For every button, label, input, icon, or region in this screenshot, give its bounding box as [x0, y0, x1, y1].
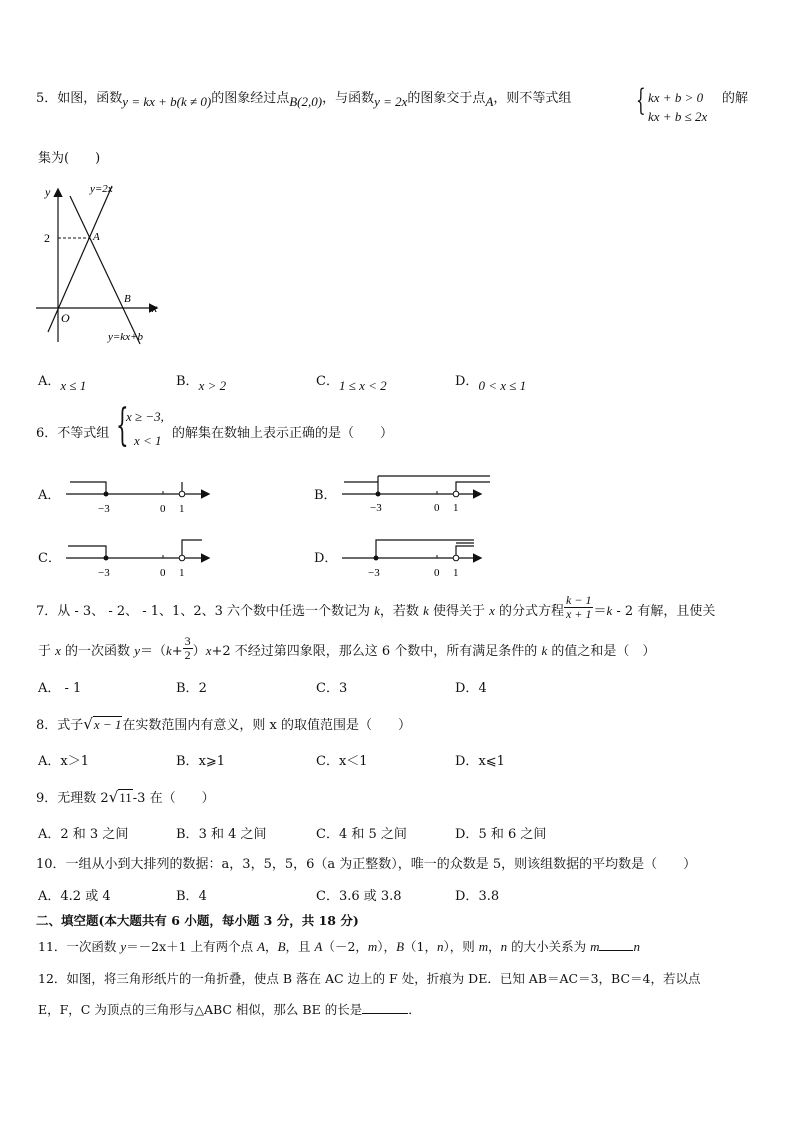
q8-option-c[interactable]	[316, 750, 368, 769]
q7-option-d[interactable]	[455, 677, 487, 696]
var-k: k	[374, 603, 380, 618]
option-letter: C．	[316, 681, 339, 696]
option-letter: D．	[455, 681, 479, 696]
option-letter: B．	[176, 374, 199, 389]
q7-option-c[interactable]	[316, 677, 347, 696]
var-k: k	[423, 603, 429, 618]
var-k: k	[606, 603, 613, 618]
q6-option-c-numberline[interactable]	[62, 536, 212, 578]
q5-option-a[interactable]	[38, 370, 87, 393]
option-text: - 1	[60, 681, 82, 696]
q11-text: 上有两个点	[186, 939, 258, 954]
q6-prefix: 6．不等式组	[36, 426, 110, 441]
option-text: 5 和 6 之间	[478, 827, 547, 842]
q10-option-a[interactable]	[38, 885, 111, 904]
q11-eq: ＝－2x＋1	[126, 939, 187, 954]
x-axis-label: x	[152, 301, 158, 315]
option-letter: A．	[38, 827, 61, 842]
tick-0: 0	[160, 503, 166, 515]
option-text: 2	[198, 681, 207, 696]
q7-text: 的值之和是（ ）	[547, 644, 656, 659]
var-y: y	[134, 643, 140, 658]
q5-number: 5．	[36, 91, 58, 106]
q11-line	[38, 937, 640, 955]
q6-option-a-numberline[interactable]	[62, 476, 212, 516]
q7-text: +2 不经过第四象限，那么这 6 个数中，所有满足条件的	[211, 644, 542, 659]
q10-option-d[interactable]	[455, 885, 499, 904]
option-letter: C．	[316, 374, 339, 389]
q6-option-d-numberline[interactable]	[338, 536, 498, 578]
option-text: 0 < x ≤ 1	[478, 378, 527, 393]
var-n: n	[633, 939, 640, 954]
option-letter: B．	[176, 827, 199, 842]
q11-text: ，且	[285, 939, 315, 954]
var-n: n	[500, 939, 508, 954]
q6-system-brace: {	[116, 400, 129, 451]
fraction-numerator: 3	[184, 634, 191, 648]
q7-text: ＝	[593, 604, 607, 619]
tick-0: 0	[434, 567, 440, 578]
q6-option-b-letter[interactable]: B．	[314, 488, 337, 503]
option-text: x＜1	[338, 754, 368, 769]
q8-text: 8．式子	[36, 718, 84, 733]
line-y-2x-label: y=2x	[90, 183, 113, 195]
var-y: y	[120, 939, 127, 954]
radicand: 11	[119, 790, 132, 805]
option-letter: A．	[38, 889, 61, 904]
q12-answer-blank[interactable]	[362, 1001, 408, 1014]
q8-option-b[interactable]	[176, 750, 225, 769]
q6-option-a-letter[interactable]: A．	[38, 488, 61, 503]
q8-line	[36, 714, 411, 733]
option-text: x > 2	[198, 378, 227, 393]
q9-option-a[interactable]	[38, 823, 128, 842]
option-text: x⩾1	[198, 754, 226, 769]
q7-text: +	[171, 644, 183, 659]
option-text: x ≤ 1	[60, 378, 87, 393]
radicand: x − 1	[93, 717, 122, 732]
var-x: x	[55, 643, 61, 658]
q5-option-b[interactable]	[176, 370, 227, 393]
q7-text: 使得关于	[428, 604, 490, 619]
point-a-label: A	[93, 231, 100, 243]
q7-line1	[36, 593, 716, 621]
q5-text: 的图象经过点	[211, 91, 290, 106]
var-k: k	[165, 643, 172, 658]
line-kx-b	[70, 196, 140, 344]
q11-text: ），则	[443, 939, 479, 954]
option-text: 2 和 3 之间	[60, 827, 129, 842]
q7-text: 于	[38, 644, 56, 659]
q9-line	[36, 787, 215, 806]
option-text: 4.2 或 4	[60, 889, 111, 904]
point-b-label: B	[124, 293, 131, 305]
q8-text: 在实数范围内有意义，则 x 的取值范围是（ ）	[122, 718, 411, 733]
q5-text: 如图，函数	[57, 91, 123, 106]
q5-text: ，则不等式组	[493, 91, 572, 106]
q6-system-line2: x < 1	[134, 433, 162, 448]
var-a: A	[314, 939, 323, 954]
option-letter: C．	[316, 889, 339, 904]
q11-text: （－2，	[322, 939, 368, 954]
option-text: 4	[478, 681, 487, 696]
option-text: 3	[338, 681, 348, 696]
q8-option-d[interactable]	[455, 750, 505, 769]
q10-option-c[interactable]	[316, 885, 402, 904]
q5-option-c[interactable]	[316, 370, 387, 393]
q7-text: 7．从 - 3、 - 2、 - 1、1、2、3 六个数中任选一个数记为	[36, 604, 375, 619]
var-b: B	[277, 939, 286, 954]
var-n: n	[436, 939, 444, 954]
q7-option-b[interactable]	[176, 677, 207, 696]
tick-minus3: −3	[370, 502, 382, 512]
q6-option-c-letter[interactable]: C．	[38, 551, 61, 566]
q11-text: ，	[488, 939, 501, 954]
option-letter: A．	[38, 681, 61, 696]
q11-text: 的大小关系为	[507, 939, 591, 954]
line-kx-b-label: y=kx+b	[108, 331, 143, 343]
q7-option-a[interactable]	[38, 677, 81, 696]
option-letter: D．	[455, 827, 479, 842]
option-text: x⩽1	[478, 754, 505, 769]
q5-eq1: y = kx + b(k ≠ 0)	[122, 94, 212, 109]
var-a: A	[257, 939, 266, 954]
q5-point-b: B(2,0)	[289, 94, 323, 109]
var-x: x	[489, 603, 495, 618]
q8-option-a[interactable]	[38, 750, 89, 769]
q5-eq2: y = 2x	[374, 94, 408, 109]
q5-system-brace: {	[636, 83, 646, 118]
tick-0: 0	[160, 567, 166, 578]
q5-line2: 集为( )	[38, 151, 101, 166]
var-k: k	[541, 643, 548, 658]
tick-0: 0	[434, 502, 440, 512]
option-letter: D．	[455, 889, 479, 904]
q6-system-line1: x ≥ −3,	[126, 409, 164, 424]
option-text: x＞1	[60, 754, 89, 769]
q5-graph	[28, 180, 168, 350]
option-letter: D．	[455, 754, 479, 769]
tick-1: 1	[453, 502, 459, 512]
fraction-numerator: k − 1	[566, 593, 592, 607]
q5-text: ，与函数	[322, 91, 375, 106]
option-letter: B．	[176, 754, 199, 769]
option-text: 4	[198, 889, 207, 904]
var-m: m	[590, 939, 600, 954]
option-letter: B．	[176, 889, 199, 904]
tick-minus3: −3	[98, 567, 110, 578]
option-letter: C．	[316, 827, 339, 842]
q6-option-b-numberline[interactable]	[338, 472, 498, 512]
q9-option-d[interactable]	[455, 823, 546, 842]
tick-2-label: 2	[44, 231, 50, 245]
q12-text: ．	[408, 1002, 421, 1017]
q11-text: 11．一次函数	[38, 939, 121, 954]
fraction-denominator: x + 1	[566, 607, 592, 621]
q11-answer-blank[interactable]	[599, 938, 633, 951]
tick-1: 1	[179, 503, 185, 515]
option-letter: C．	[316, 754, 339, 769]
q7-text: 的分式方程	[494, 604, 565, 619]
tick-1: 1	[179, 567, 185, 578]
q5-system-line1: kx + b > 0	[648, 90, 704, 105]
option-letter: A．	[38, 374, 61, 389]
option-text: 1 ≤ x < 2	[338, 378, 387, 393]
var-x: x	[205, 643, 212, 658]
var-m: m	[367, 939, 378, 954]
q7-fraction	[564, 594, 593, 621]
sqrt-symbol: √	[108, 788, 119, 806]
option-text: 3 和 4 之间	[198, 827, 267, 842]
q7-text: 的一次函数	[60, 644, 135, 659]
option-letter: A．	[38, 754, 61, 769]
q5-point-a: A	[485, 94, 494, 109]
q10-line: 10．一组从小到大排列的数据：a，3，5，5，6（a 为正整数），唯一的众数是 5，则该组数据的平均数是（ ）	[36, 857, 697, 872]
q9-text: -3 在（ ）	[132, 791, 215, 806]
q12-text: E，F，C 为顶点的三角形与△ABC 相似，那么 BE 的长是	[38, 1002, 363, 1017]
tick-1: 1	[453, 567, 459, 578]
q5-system-line2: kx + b ≤ 2x	[648, 109, 708, 124]
q10-option-b[interactable]	[176, 885, 207, 904]
option-text: 3.8	[478, 889, 500, 904]
q7-text: ＝（	[139, 644, 166, 659]
q7-text: ，若数	[379, 604, 424, 619]
option-text: 3.6 或 3.8	[338, 889, 402, 904]
q5-line1	[36, 87, 572, 109]
q5-option-d[interactable]	[455, 370, 527, 393]
q5-text-end: 的解	[722, 91, 749, 106]
tick-minus3: −3	[98, 503, 110, 515]
q9-text: 9．无理数 2	[36, 791, 109, 806]
y-axis-label: y	[45, 185, 51, 199]
option-text: 4 和 5 之间	[338, 827, 407, 842]
tick-minus3: −3	[368, 567, 380, 578]
var-b: B	[396, 939, 405, 954]
fraction-denominator: 2	[184, 648, 191, 662]
q7-fraction-2	[183, 635, 193, 662]
q7-text: - 2 有解，且使关	[612, 604, 716, 619]
option-letter: B．	[176, 681, 199, 696]
q5-text: 的图象交于点	[407, 91, 486, 106]
q7-text: ）	[192, 644, 206, 659]
q12-line2	[38, 1000, 421, 1018]
q11-text: ，	[265, 939, 278, 954]
q6-option-d-letter[interactable]: D．	[314, 551, 338, 566]
q6-rest: 的解集在数轴上表示正确的是（ ）	[172, 426, 394, 441]
option-letter: D．	[455, 374, 479, 389]
var-m: m	[478, 939, 489, 954]
q9-option-b[interactable]	[176, 823, 267, 842]
q11-text: （1，	[404, 939, 437, 954]
section-heading-fill-in: 二、填空题(本大题共有 6 小题，每小题 3 分，共 18 分)	[36, 913, 359, 928]
q9-option-c[interactable]	[316, 823, 407, 842]
q7-line2	[38, 634, 656, 662]
origin-label: O	[61, 311, 70, 325]
sqrt-symbol: √	[83, 715, 93, 733]
q11-text: ），	[377, 939, 397, 954]
q12-line1: 12．如图，将三角形纸片的一角折叠，使点 B 落在 AC 边上的 F 处，折痕为 DE．已知 AB＝AC＝3，BC＝4，若以点	[38, 971, 701, 986]
